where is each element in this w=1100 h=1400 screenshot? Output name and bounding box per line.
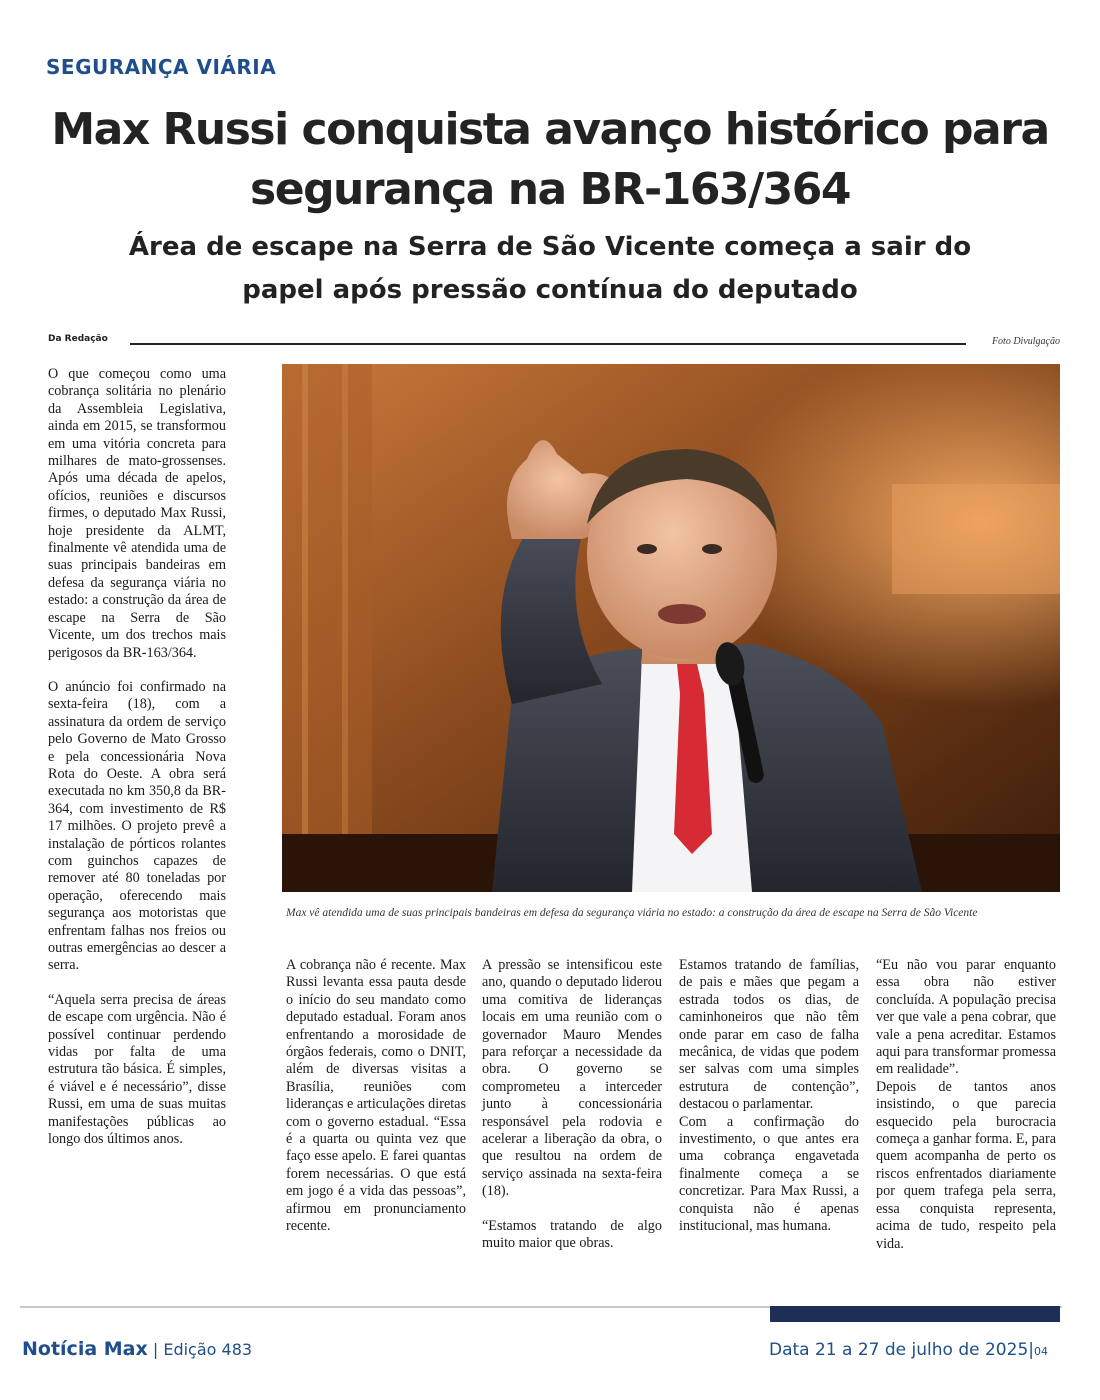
paragraph: “Eu não vou parar enquanto essa obra não estiver concluída. A população precisa ver que vale a pena cobrar, que vale a pena acreditar. Estamos aqui para transformar promessa em realidade”. [876, 957, 1056, 1078]
article-column-4 [679, 957, 859, 1236]
headline-line-2: segurança na BR-163/364 [250, 164, 850, 215]
paragraph: O que começou como uma cobrança solitária no plenário da Assembleia Legislativa, ainda em 2015, se transformou em uma vitória concreta para milhares de mato-grossenses. Após uma década de apelos, ofícios, reuniões e discursos firmes, o deputado Max Russi, hoje presidente da ALMT, finalmente vê atendida uma de suas principais bandeiras em defesa da segurança viária no estado: a construção da área de escape na Serra de São Vicente, um dos trechos mais perigosos da BR-163/364. [48, 366, 226, 661]
paragraph: A cobrança não é recente. Max Russi levanta essa pauta desde o início do seu mandato como deputado estadual. Foram anos enfrentando a morosidade de órgãos federais, como o DNIT, além de diversas visitas a Brasília, reuniões com lideranças e articulações diretas com o governo estadual. “Essa é a quarta ou quinta vez que faço esse apelo. E farei quantas forem necessárias. O que está em jogo é a vida das pessoas”, afirmou em pronunciamento recente. [286, 957, 467, 1235]
photo-credit: Foto Divulgação [991, 336, 1060, 347]
section-label: SEGURANÇA VIÁRIA [46, 55, 277, 79]
footer-separator: | [152, 1340, 164, 1359]
photo-illustration [282, 364, 1060, 892]
article-column-1 [48, 366, 226, 1165]
paragraph: A pressão se intensificou este ano, quando o deputado liderou uma comitiva de lideranças locais em uma reunião com o governador Mauro Mendes para reforçar a necessidade da obra. O governo se comprometeu a interceder junto à concessionária responsável pela rodovia e acelerar a liberação da obra, o que resultou na ordem de serviço assinada na sexta-feira (18). [482, 957, 662, 1200]
paragraph: “Estamos tratando de algo muito maior que obras. [482, 1217, 662, 1252]
publication-name: Notícia Max [22, 1338, 148, 1360]
paragraph: Depois de tantos anos insistindo, o que parecia esquecido pela burocracia começa a ganhar forma. E, para quem acompanha de perto os riscos enfrentados diariamente por quem trafega pela serra, essa conquista representa, acima de tudo, respeito pela vida. [876, 1078, 1056, 1252]
article-column-5 [876, 957, 1056, 1253]
footer-accent-bar [770, 1306, 1060, 1322]
byline-divider [130, 343, 966, 345]
edition-number: Edição 483 [163, 1340, 253, 1359]
article-photo [282, 364, 1060, 892]
footer-date [769, 1340, 1048, 1360]
paragraph: “Aquela serra precisa de áreas de escape com urgência. Não é possível continuar perdendo vidas por falta de uma estrutura tão básica. É simples, é viável e é necessário”, disse Russi, em uma de suas muitas manifestações públicas ao longo dos últimos anos. [48, 991, 226, 1148]
article-column-2 [286, 957, 466, 1236]
page-number: 04 [1034, 1345, 1048, 1358]
edition-date: Data 21 a 27 de julho de 2025 [769, 1340, 1029, 1360]
article-column-3 [482, 957, 662, 1253]
headline [20, 100, 1080, 220]
subheadline [90, 226, 1010, 312]
subheadline-line-1: Área de escape na Serra de São Vicente começa a sair do [128, 232, 972, 262]
footer-separator: | [1028, 1340, 1034, 1360]
paragraph: Com a confirmação do investimento, o que antes era uma cobrança engavetada finalmente começa a se concretizar. Para Max Russi, a conquista não é apenas institucional, mas humana. [679, 1113, 859, 1235]
photo-caption: Max vê atendida uma de suas principais bandeiras em defesa da segurança viária no estado: a construção da área de escape na Serra de São Vicente [286, 907, 978, 919]
headline-line-1: Max Russi conquista avanço histórico para [51, 104, 1049, 155]
subheadline-line-2: papel após pressão contínua do deputado [242, 275, 858, 305]
paragraph: O anúncio foi confirmado na sexta-feira (18), com a assinatura da ordem de serviço pelo Governo de Mato Grosso e pela concessionária Nova Rota do Oeste. A obra será executada no km 350,8 da BR-364, com investimento de R$ 17 milhões. O projeto prevê a instalação de pórticos rolantes com guinchos capazes de remover até 80 toneladas por operação, oferecendo mais segurança aos motoristas que enfrentam falhas nos freios ou outras emergências ao descer a serra. [48, 678, 226, 974]
footer-publication [22, 1338, 252, 1360]
paragraph: Estamos tratando de famílias, de pais e mães que pegam a estrada todos os dias, de caminhoneiros que não têm onde parar em caso de falha mecânica, de vidas que podem ser salvas com uma simples estrutura de contenção”, destacou o parlamentar. [679, 957, 859, 1113]
byline: Da Redação [48, 334, 108, 344]
